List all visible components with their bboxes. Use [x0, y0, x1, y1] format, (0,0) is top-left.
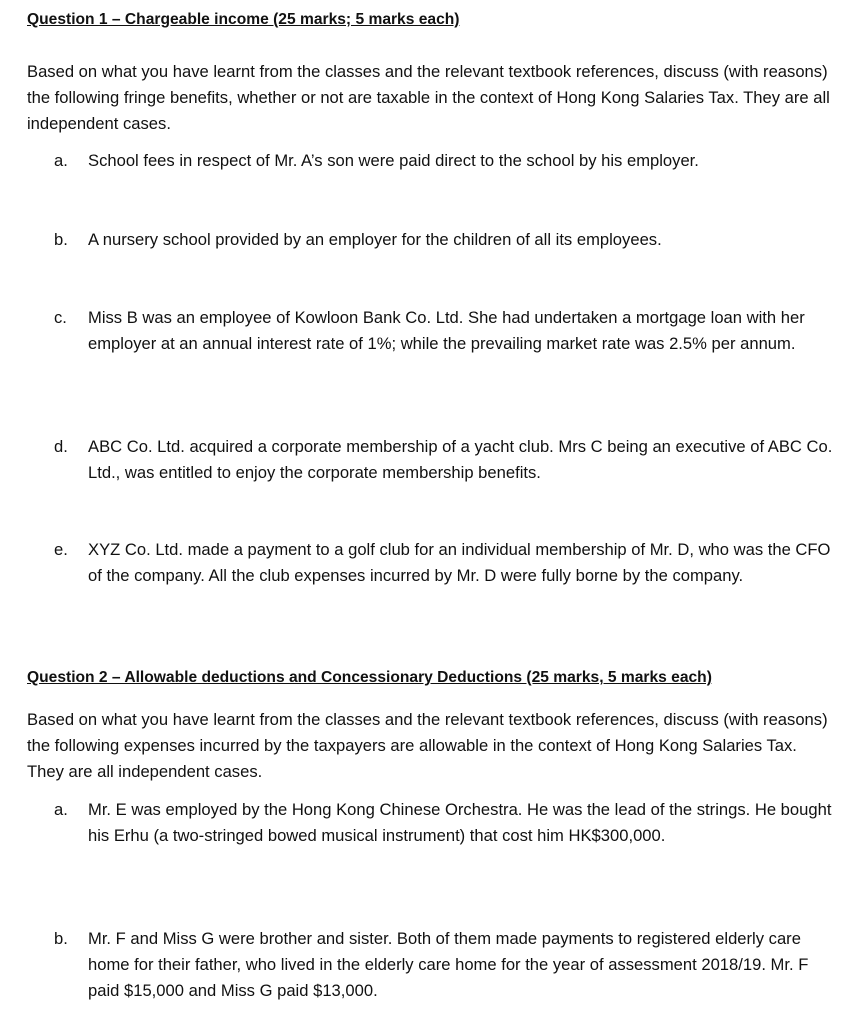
- question-2-heading: Question 2 – Allowable deductions and Concessionary Deductions (25 marks, 5 marks each): [27, 669, 712, 686]
- question-1-item-b: [54, 227, 844, 253]
- item-text: School fees in respect of Mr. A’s son were paid direct to the school by his employer.: [88, 151, 699, 170]
- item-letter: b.: [54, 929, 68, 948]
- question-1-heading: Question 1 – Chargeable income (25 marks; 5 marks each): [27, 11, 460, 28]
- item-text: A nursery school provided by an employer for the children of all its employees.: [88, 230, 662, 249]
- question-1-intro: Based on what you have learnt from the classes and the relevant textbook references, discuss (with reasons) the following fringe benefits, whether or not are taxable in the context of Hong Kong Salaries Tax. They are all independent cases.: [27, 62, 830, 133]
- item-letter: c.: [54, 308, 67, 327]
- question-1-item-a: [54, 148, 844, 174]
- question-1-item-d: [54, 434, 844, 486]
- item-letter: a.: [54, 151, 68, 170]
- item-text: Mr. E was employed by the Hong Kong Chinese Orchestra. He was the lead of the strings. He bought his Erhu (a two-stringed bowed musical instrument) that cost him HK$300,000.: [88, 800, 832, 845]
- item-letter: b.: [54, 230, 68, 249]
- item-letter: d.: [54, 437, 68, 456]
- item-text: Mr. F and Miss G were brother and sister. Both of them made payments to registered elderly care home for their father, who lived in the elderly care home for the year of assessment 2018/19. Mr. F paid $15,000 and Miss G paid $13,000.: [88, 929, 809, 1000]
- question-2-item-a: [54, 797, 844, 849]
- item-text: XYZ Co. Ltd. made a payment to a golf club for an individual membership of Mr. D, who was the CFO of the company. All the club expenses incurred by Mr. D were fully borne by the company.: [88, 540, 831, 585]
- item-letter: a.: [54, 800, 68, 819]
- question-2-intro: Based on what you have learnt from the classes and the relevant textbook references, discuss (with reasons) the following expenses incurred by the taxpayers are allowable in the context of Hong Kong Salaries Tax. They are all independent cases.: [27, 710, 828, 781]
- item-text: Miss B was an employee of Kowloon Bank Co. Ltd. She had undertaken a mortgage loan with her employer at an annual interest rate of 1%; while the prevailing market rate was 2.5% per annum.: [88, 308, 805, 353]
- item-text: ABC Co. Ltd. acquired a corporate membership of a yacht club. Mrs C being an executive of ABC Co. Ltd., was entitled to enjoy the corporate membership benefits.: [88, 437, 833, 482]
- question-1-item-c: [54, 305, 844, 357]
- item-letter: e.: [54, 540, 68, 559]
- question-2-item-b: [54, 926, 844, 1003]
- question-1-item-e: [54, 537, 844, 589]
